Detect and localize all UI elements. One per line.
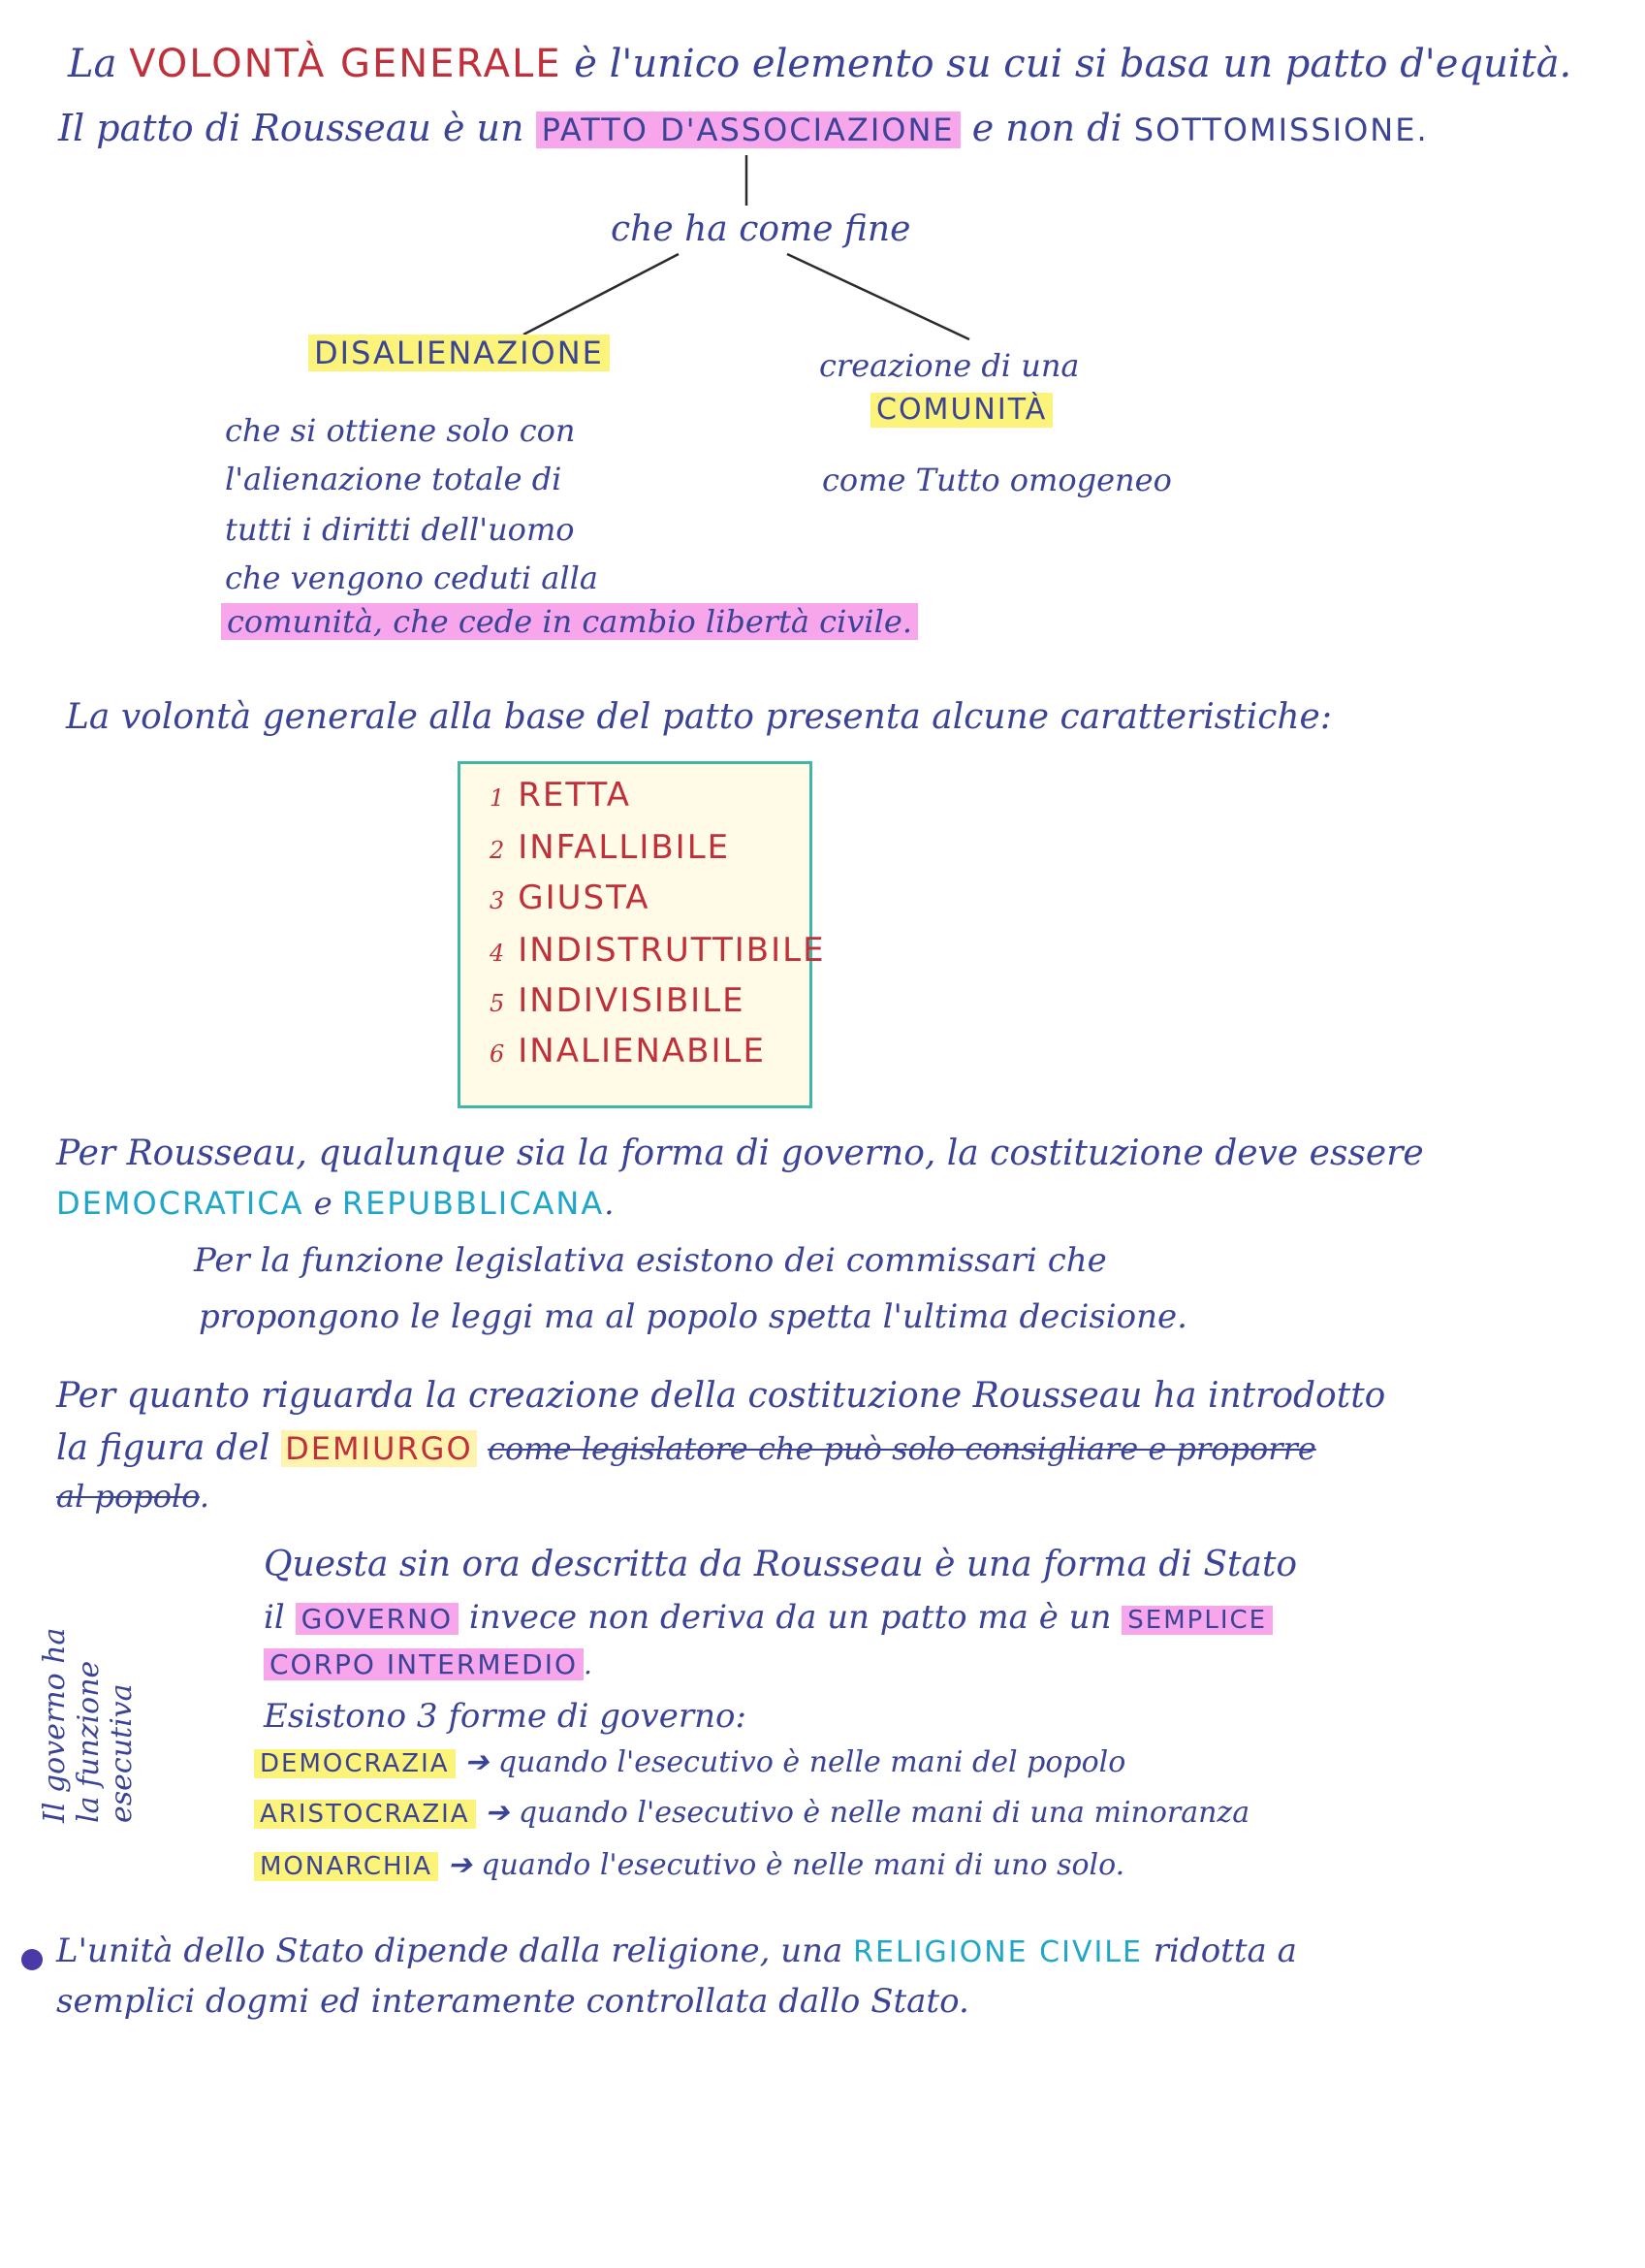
form-description: quando l'esecutivo è nelle mani di uno solo. [481,1848,1125,1882]
diagram-left-text: l'alienazione totale di [225,461,562,497]
religion-line-1 [56,1932,1297,1971]
government-text: invece non deriva da un patto ma è un [468,1598,1112,1637]
form-description: quando l'esecutivo è nelle mani del popolo [497,1745,1126,1779]
diagram-left-text: che si ottiene solo con [225,412,576,449]
characteristic-item: 1 RETTA [490,776,631,815]
term-governo: GOVERNO [296,1603,459,1635]
demiurgo-end: . [199,1478,210,1515]
term-democratica: DEMOCRATICA [56,1185,304,1222]
government-line-3 [264,1648,592,1681]
diagram-root-label: che ha come fine [611,209,911,249]
intro-line-1 [68,41,1571,87]
constitution-line-1: Per Rousseau, qualunque sia la forma di governo, la costituzione deve essere [56,1134,1424,1173]
diagram-right-text: come Tutto omogeneo [822,462,1172,498]
arrow-icon: ➔ [485,1796,510,1830]
constitution-line-3: Per la funzione legislativa esistono dei commissari che [194,1241,1107,1280]
demiurgo-line-3 [56,1478,209,1515]
term-patto-associazione: PATTO D'ASSOCIAZIONE [536,112,961,148]
demiurgo-struck-text: al popolo [56,1478,200,1515]
characteristic-item: 4 INDISTRUTTIBILE [490,931,826,970]
intro-line-2 [58,107,1429,151]
diagram-left-text: che vengono ceduti alla [225,559,598,596]
constitution-line-4: propongono le leggi ma al popolo spetta l'ultima decisione. [199,1297,1187,1336]
religion-text: ridotta a [1153,1932,1297,1970]
characteristics-box [458,761,826,1108]
government-form-row [254,1848,1124,1883]
diagram-right-text: creazione di una [819,347,1080,384]
diagram-left-title: DISALIENAZIONE [308,335,610,371]
government-form-row [254,1745,1125,1780]
government-line-1: Questa sin ora descritta da Rousseau è una forma di Stato [264,1545,1298,1584]
intro-text: Il patto di Rousseau è un [58,107,524,149]
government-text: il [264,1598,285,1637]
government-line-4: Esistono 3 forme di governo: [264,1697,746,1736]
diagram-right-title: COMUNITÀ [870,393,1053,428]
arrow-icon: ➔ [447,1848,472,1882]
characteristic-item: 2 INFALLIBILE [490,828,731,867]
constitution-conj: e [313,1185,332,1222]
side-note-line: Il governo ha [38,1627,72,1823]
constitution-line-2 [56,1185,614,1222]
government-line-2 [264,1598,1273,1638]
government-form-row [254,1796,1250,1831]
religion-text: L'unità dello Stato dipende dalla religione, una [56,1932,843,1970]
diagram-left-text: tutti i diritti dell'uomo [225,511,575,548]
diagram-left-highlight: comunità, che cede in cambio libertà civile. [221,603,918,640]
form-name: DEMOCRAZIA [254,1749,456,1778]
characteristic-item: 3 GIUSTA [490,878,650,917]
government-end: . [584,1648,592,1680]
characteristic-item: 6 INALIENABILE [490,1032,766,1070]
side-note [39,1628,140,1823]
demiurgo-line-2 [56,1427,1316,1469]
intro-text: La [68,42,117,86]
term-religione-civile: RELIGIONE CIVILE [853,1935,1143,1969]
term-volonta-generale: VOLONTÀ GENERALE [129,42,562,86]
arrow-icon: ➔ [464,1745,490,1779]
diagram-left-text [221,603,918,640]
intro-text: è l'unico elemento su cui si basa un patto d'equità. [574,42,1572,86]
demiurgo-line-1: Per quanto riguarda la creazione della costituzione Rousseau ha introdotto [56,1376,1386,1416]
side-note-line: esecutiva [105,1683,139,1823]
term-demiurgo: DEMIURGO [281,1430,477,1467]
term-corpo-intermedio: CORPO INTERMEDIO [264,1648,584,1680]
form-description: quando l'esecutivo è nelle mani di una minoranza [518,1796,1250,1830]
side-note-line: la funzione [71,1660,106,1823]
characteristic-item: 5 INDIVISIBILE [490,981,745,1020]
bullet-icon [21,1949,43,1970]
term-sottomissione: SOTTOMISSIONE. [1133,112,1429,148]
constitution-end: . [604,1185,615,1222]
intro-text: e non di [971,107,1123,149]
term-repubblicana: REPUBBLICANA [341,1185,605,1222]
religion-line-2: semplici dogmi ed interamente controllata dallo Stato. [56,1982,969,2021]
demiurgo-struck-text: come legislatore che può solo consigliare e proporre [488,1430,1316,1467]
demiurgo-text: la figura del [56,1428,270,1468]
term-semplice: SEMPLICE [1122,1606,1273,1635]
characteristics-intro: La volontà generale alla base del patto presenta alcune caratteristiche: [66,697,1332,737]
form-name: MONARCHIA [254,1852,438,1881]
form-name: ARISTOCRAZIA [254,1800,476,1829]
